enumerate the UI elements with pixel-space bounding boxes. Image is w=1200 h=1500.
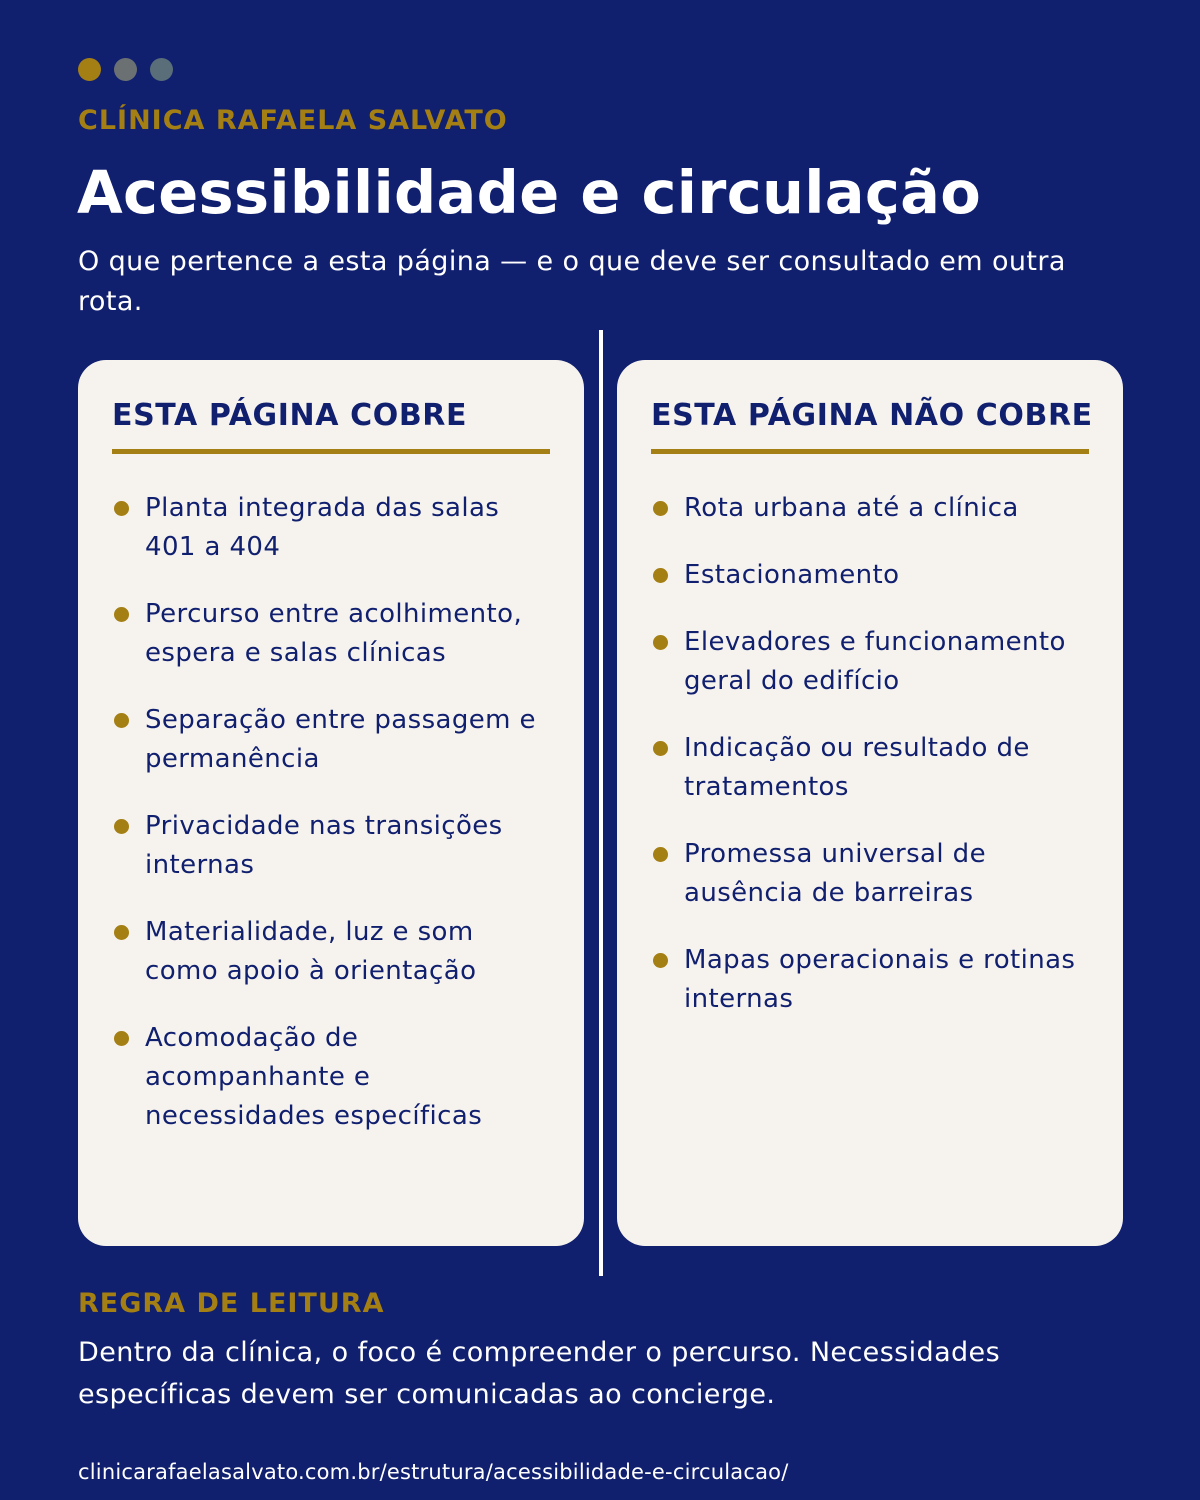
page-subtitle: O que pertence a esta página — e o que deve ser consultado em outra rota.	[78, 246, 1066, 317]
list-item-text: Acomodação de acompanhante e necessidades específicas	[145, 1023, 483, 1131]
list-item-text: Rota urbana até a clínica	[684, 493, 1019, 523]
list-item-text: Estacionamento	[684, 560, 900, 590]
page-url: clinicarafaelasalvato.com.br/estrutura/acessibilidade-e-circulacao/	[78, 1460, 789, 1484]
list-item-text: Percurso entre acolhimento, espera e salas clínicas	[145, 599, 523, 668]
list-item	[651, 556, 1089, 595]
bullet-icon	[653, 847, 668, 862]
dot-gold	[78, 58, 101, 81]
list-item	[112, 913, 550, 991]
list-item-text: Separação entre passagem e permanência	[145, 705, 536, 774]
not-covers-list	[651, 489, 1089, 1019]
covers-list	[112, 489, 550, 1136]
list-item-text: Elevadores e funcionamento geral do edifício	[684, 627, 1066, 696]
brand-name: CLÍNICA RAFAELA SALVATO	[78, 105, 508, 136]
list-item-text: Promessa universal de ausência de barreiras	[684, 839, 986, 908]
list-item-text: Planta integrada das salas 401 a 404	[145, 493, 500, 562]
bullet-icon	[653, 568, 668, 583]
covers-heading: ESTA PÁGINA COBRE	[112, 398, 468, 433]
bullet-icon	[653, 953, 668, 968]
bullet-icon	[114, 925, 129, 940]
list-item	[112, 489, 550, 567]
bullet-icon	[114, 1031, 129, 1046]
window-dots	[78, 58, 173, 81]
bullet-icon	[114, 607, 129, 622]
page-title: Acessibilidade e circulação	[77, 158, 982, 227]
column-divider	[599, 330, 603, 1276]
list-item	[651, 489, 1089, 528]
list-item	[651, 835, 1089, 913]
list-item-text: Mapas operacionais e rotinas internas	[684, 945, 1076, 1014]
not-covers-heading: ESTA PÁGINA NÃO COBRE	[651, 398, 1093, 433]
covers-heading-rule	[112, 449, 550, 454]
not-covers-card	[617, 360, 1123, 1246]
list-item	[651, 623, 1089, 701]
bullet-icon	[653, 635, 668, 650]
reading-rule-text: Dentro da clínica, o foco é compreender o percurso. Necessidades específicas devem ser comunicadas ao concierge.	[78, 1337, 1001, 1410]
bullet-icon	[653, 741, 668, 756]
not-covers-heading-rule	[651, 449, 1089, 454]
dot-gray	[114, 58, 137, 81]
list-item	[112, 595, 550, 673]
list-item	[651, 729, 1089, 807]
list-item-text: Indicação ou resultado de tratamentos	[684, 733, 1030, 802]
reading-rule-label: REGRA DE LEITURA	[78, 1288, 385, 1319]
list-item	[112, 701, 550, 779]
bullet-icon	[653, 501, 668, 516]
list-item-text: Materialidade, luz e som como apoio à orientação	[145, 917, 477, 986]
list-item	[651, 941, 1089, 1019]
bullet-icon	[114, 501, 129, 516]
covers-card	[78, 360, 584, 1246]
bullet-icon	[114, 713, 129, 728]
dot-slate	[150, 58, 173, 81]
bullet-icon	[114, 819, 129, 834]
list-item	[112, 1019, 550, 1136]
list-item	[112, 807, 550, 885]
list-item-text: Privacidade nas transições internas	[145, 811, 503, 880]
